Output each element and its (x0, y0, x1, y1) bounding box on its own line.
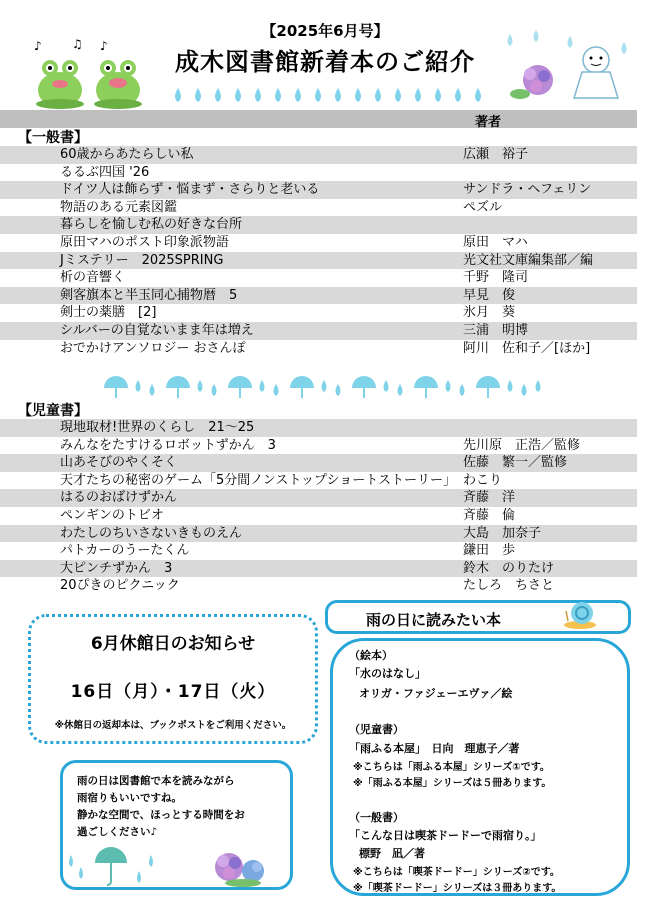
book-author: 佐藤 繁一／監修 (463, 455, 568, 471)
table-row (0, 560, 637, 578)
kids-book-title: 「雨ふる本屋」 日向 理恵子／著 (349, 742, 520, 755)
picture-book-title: 「水のはなし」 (349, 667, 426, 680)
book-author: 広瀬 裕子 (463, 147, 529, 162)
hydrangea-teruteru-illustration (500, 28, 635, 108)
book-title: 現地取材!世界のくらし 21～25 (60, 420, 255, 435)
table-row (0, 542, 637, 560)
snail-icon (562, 591, 602, 631)
table-row (0, 252, 637, 270)
book-author: わこり (463, 472, 503, 488)
book-title: みんなをたすけるロボットずかん 3 (60, 437, 276, 453)
book-author: 三浦 明博 (463, 322, 529, 338)
book-author: 氷月 葵 (463, 305, 516, 321)
table-row (0, 269, 637, 287)
book-title: おでかけアンソロジー おさんぽ (60, 340, 246, 356)
table-row (0, 199, 637, 217)
general-book-note: ※こちらは「喫茶ドードー」シリーズ②です。 (353, 867, 560, 878)
book-title: 山あそびのやくそく (60, 455, 178, 471)
rainy-books-heading-box (325, 600, 631, 634)
general-book-title: 「こんな日は喫茶ドードーで雨宿り。」 (349, 829, 542, 842)
general-section-heading: 【一般書】 (18, 130, 88, 146)
table-row (0, 437, 637, 455)
message-line: 雨の日は図書館で本を読みながら (77, 775, 235, 787)
svg-text:♪: ♪ (100, 39, 108, 53)
table-row (0, 340, 637, 358)
table-row (0, 577, 637, 595)
book-author: 鎌田 歩 (463, 543, 516, 559)
book-title: 天才たちの秘密のゲーム「5分間ノンストップショートストーリー」 (60, 472, 457, 488)
picture-book-label: （絵本） (349, 649, 393, 662)
closure-heading: 6月休館日のお知らせ (90, 634, 256, 654)
kids-book-note: ※こちらは「雨ふる本屋」シリーズ①です。 (353, 762, 550, 773)
hydrangea-icon (203, 845, 283, 887)
book-author: ペズル (463, 199, 503, 215)
book-title: はるのおばけずかん (60, 490, 178, 506)
book-title: 暮らしを愉しむ私の好きな台所 (60, 217, 243, 233)
book-title: るるぶ四国 '26 (60, 164, 150, 180)
table-row (0, 216, 637, 234)
umbrella-divider (100, 372, 550, 402)
book-title: 物語のある元素図鑑 (60, 199, 178, 215)
issue-label: 【2025年6月号】 (261, 22, 389, 40)
book-author: 阿川 佐和子／[ほか] (463, 340, 591, 356)
general-book-author: 標野 凪／著 (359, 847, 425, 860)
book-title: 析の音響く (60, 270, 126, 286)
book-title: ペンギンのトビオ (60, 507, 164, 523)
kids-book-note: ※「雨ふる本屋」シリーズは５冊あります。 (353, 778, 552, 789)
book-author: 大島 加奈子 (463, 525, 542, 541)
book-title: 剣士の薬膳 [2] (60, 305, 157, 321)
table-row (0, 164, 637, 182)
table-row (0, 472, 637, 490)
book-title: 60歳からあたらしい私 (60, 147, 194, 162)
svg-text:♪: ♪ (34, 39, 42, 53)
message-box (60, 760, 293, 890)
book-title: 剣客旗本と半玉同心捕物暦 5 (60, 287, 238, 303)
message-line: 雨宿りもいいですね。 (77, 792, 182, 804)
author-column-label: 著者 (475, 115, 502, 130)
picture-book-author: オリガ・ファジェーエヴァ／絵 (359, 687, 513, 700)
book-title: パトカーのうーたくん (60, 543, 190, 559)
kids-book-label: （児童書） (349, 723, 404, 736)
page-header (0, 0, 650, 110)
table-row (0, 454, 637, 472)
table-row (0, 525, 637, 543)
table-row (0, 287, 637, 305)
general-book-label: （一般書） (349, 811, 404, 824)
children-section-heading: 【児童書】 (18, 403, 88, 419)
book-author: 先川原 正浩／監修 (463, 437, 581, 453)
book-author: 千野 隆司 (463, 270, 529, 286)
children-book-list (0, 419, 637, 595)
svg-text:♫: ♫ (72, 37, 83, 51)
closure-note: ※休館日の返却本は、ブックポストをご利用ください。 (54, 720, 292, 731)
book-author: サンドラ・ヘフェリン (463, 182, 592, 198)
book-title: Jミステリー 2025SPRING (60, 252, 224, 268)
book-title: 大ピンチずかん 3 (60, 560, 173, 576)
book-author: 原田 マハ (463, 234, 528, 250)
general-book-note: ※「喫茶ドードー」シリーズは３冊あります。 (353, 883, 562, 894)
book-title: ドイツ人は飾らず・悩まず・さらりと老いる (60, 182, 320, 198)
table-row (0, 304, 637, 322)
table-row (0, 234, 637, 252)
message-line: 静かな空間で、ほっとする時間をお (77, 809, 245, 821)
table-row (0, 489, 637, 507)
column-header-bar (0, 110, 637, 128)
umbrella-icon (67, 845, 167, 887)
message-line: 過ごしください♪ (77, 826, 158, 838)
book-author: 早見 俊 (463, 287, 516, 303)
raindrops-decoration (170, 84, 500, 106)
closure-notice-box (28, 614, 318, 744)
book-author: たしろ ちさと (463, 578, 555, 594)
table-row (0, 146, 637, 164)
book-title: 原田マハのポスト印象派物語 (60, 234, 229, 250)
rainy-books-heading: 雨の日に読みたい本 (366, 611, 502, 629)
page-title: 成木図書館新着本のご紹介 (175, 48, 475, 76)
book-title: わたしのちいさないきものえん (60, 525, 243, 541)
book-author: 光文社文庫編集部／編 (463, 252, 594, 268)
message-text (77, 773, 245, 841)
book-author: 斉藤 倫 (463, 507, 516, 523)
table-row (0, 507, 637, 525)
book-title: シルバーの自覚ないまま年は増え (60, 322, 254, 338)
closure-dates: 16日（月）・17日（火） (70, 682, 276, 702)
book-title: 20ぴきのピクニック (60, 578, 180, 594)
table-row (0, 322, 637, 340)
table-row (0, 419, 637, 437)
table-row (0, 181, 637, 199)
book-author: 斉藤 洋 (463, 490, 516, 506)
rainy-books-box (330, 638, 630, 896)
general-book-list (0, 146, 637, 357)
book-author: 鈴木 のりたけ (463, 560, 555, 576)
